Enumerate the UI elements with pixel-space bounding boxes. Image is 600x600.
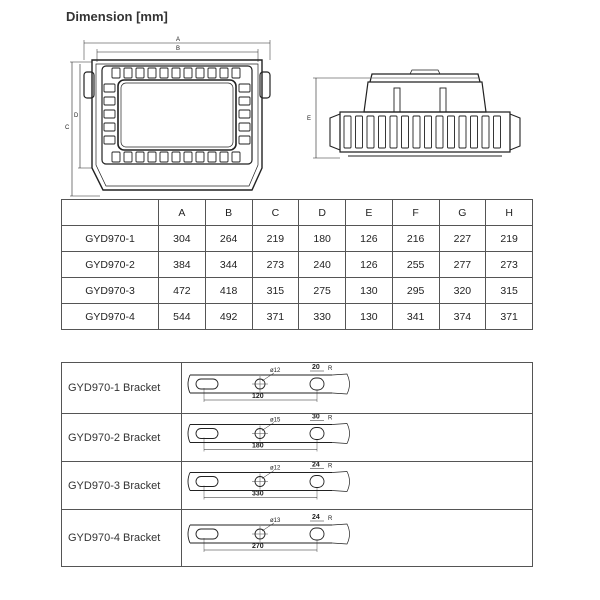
bracket-label: GYD970-3 Bracket <box>62 462 182 510</box>
label-e: E <box>307 116 312 122</box>
fin <box>112 68 120 78</box>
bracket-hole-diameter: ø13 <box>270 518 281 524</box>
page-title: Dimension [mm] <box>66 9 168 24</box>
table-row <box>62 304 533 330</box>
fin <box>239 110 250 118</box>
bracket-drawing <box>182 414 532 461</box>
slot <box>310 428 324 440</box>
fin <box>148 152 156 162</box>
header-cell <box>62 200 159 226</box>
fin <box>196 152 204 162</box>
fin <box>160 152 168 162</box>
table-cell: 240 <box>299 252 346 278</box>
table-row <box>62 226 533 252</box>
table-cell: 216 <box>392 226 439 252</box>
bracket-drawing <box>182 510 532 566</box>
slot <box>310 528 324 540</box>
table-cell: 330 <box>299 304 346 330</box>
table-cell: 255 <box>392 252 439 278</box>
bracket-drawing-cell <box>182 414 533 462</box>
bracket-drawing <box>182 363 532 413</box>
slot <box>310 476 324 488</box>
fin <box>239 97 250 105</box>
fin <box>425 116 432 148</box>
fin <box>172 68 180 78</box>
slot <box>196 477 218 487</box>
fin <box>220 152 228 162</box>
table-cell: 273 <box>252 252 299 278</box>
fin <box>379 116 386 148</box>
fin <box>196 68 204 78</box>
bracket-hole-diameter: ø12 <box>270 465 281 472</box>
table-cell: 180 <box>299 226 346 252</box>
fin <box>494 116 501 148</box>
bracket-hole-diameter: ø15 <box>270 417 281 424</box>
bracket-length: 270 <box>252 543 264 550</box>
label-a: A <box>176 37 181 43</box>
table-cell: 371 <box>252 304 299 330</box>
fin <box>413 116 420 148</box>
table-cell: 544 <box>159 304 206 330</box>
bracket-row <box>62 363 533 414</box>
technical-drawings <box>0 0 600 200</box>
table-cell: 219 <box>252 226 299 252</box>
fin <box>239 123 250 131</box>
label-b: B <box>176 46 181 52</box>
table-cell: 384 <box>159 252 206 278</box>
table-cell: 295 <box>392 278 439 304</box>
header-cell: G <box>439 200 486 226</box>
table-cell: 277 <box>439 252 486 278</box>
fin <box>124 68 132 78</box>
bracket-row <box>62 414 533 462</box>
fin <box>112 152 120 162</box>
fin <box>136 152 144 162</box>
table-cell: 275 <box>299 278 346 304</box>
bracket-drawing-cell <box>182 462 533 510</box>
fin <box>104 110 115 118</box>
model-cell: GYD970-1 <box>62 226 159 252</box>
bracket-length: 180 <box>252 442 264 450</box>
header-cell: F <box>392 200 439 226</box>
fin <box>160 68 168 78</box>
table-cell: 130 <box>346 304 393 330</box>
table-cell: 315 <box>252 278 299 304</box>
fin <box>356 116 363 148</box>
bracket-hole-diameter: ø12 <box>270 368 281 374</box>
slot <box>196 379 218 389</box>
fin <box>344 116 351 148</box>
table-cell: 371 <box>486 304 533 330</box>
table-row <box>62 252 533 278</box>
fin <box>390 116 397 148</box>
side-view-fins <box>344 116 501 148</box>
table-cell: 304 <box>159 226 206 252</box>
bracket-row <box>62 462 533 510</box>
slot <box>196 529 218 539</box>
slot <box>196 429 218 439</box>
fin <box>232 152 240 162</box>
bracket-row <box>62 510 533 567</box>
model-cell: GYD970-2 <box>62 252 159 278</box>
table-cell: 126 <box>346 226 393 252</box>
fin <box>104 84 115 92</box>
header-cell: E <box>346 200 393 226</box>
bracket-label: GYD970-4 Bracket <box>62 510 182 567</box>
bracket-slot-width: 20 <box>312 364 320 371</box>
fin <box>184 68 192 78</box>
header-cell: H <box>486 200 533 226</box>
header-cell: D <box>299 200 346 226</box>
fin <box>220 68 228 78</box>
bracket-length: 330 <box>252 490 264 498</box>
bracket-label: GYD970-2 Bracket <box>62 414 182 462</box>
header-cell: A <box>159 200 206 226</box>
bracket-slot-width: 24 <box>312 462 320 469</box>
fin <box>104 97 115 105</box>
bracket-radius: R <box>328 366 333 372</box>
fin <box>402 116 409 148</box>
bracket-drawing-cell <box>182 363 533 414</box>
table-cell: 374 <box>439 304 486 330</box>
fin <box>239 84 250 92</box>
bracket-slot-width: 24 <box>312 514 320 521</box>
fin <box>482 116 489 148</box>
fin <box>208 68 216 78</box>
table-cell: 126 <box>346 252 393 278</box>
fin <box>448 116 455 148</box>
fin <box>184 152 192 162</box>
fin <box>104 123 115 131</box>
table-cell: 472 <box>159 278 206 304</box>
fin <box>471 116 478 148</box>
bracket-drawing <box>182 462 532 509</box>
dimension-table <box>61 199 533 330</box>
fin <box>367 116 374 148</box>
table-cell: 418 <box>205 278 252 304</box>
front-view-fins <box>104 68 250 162</box>
fin <box>208 152 216 162</box>
bracket-table <box>61 362 533 567</box>
model-cell: GYD970-3 <box>62 278 159 304</box>
table-cell: 227 <box>439 226 486 252</box>
table-cell: 264 <box>205 226 252 252</box>
header-cell: C <box>252 200 299 226</box>
table-cell: 341 <box>392 304 439 330</box>
header-cell: B <box>205 200 252 226</box>
label-c: C <box>65 125 70 131</box>
bracket-length: 120 <box>252 393 264 400</box>
model-cell: GYD970-4 <box>62 304 159 330</box>
table-row <box>62 278 533 304</box>
bracket-radius: R <box>328 463 333 470</box>
bracket-radius: R <box>328 415 333 422</box>
fin <box>436 116 443 148</box>
bracket-drawing-cell <box>182 510 533 567</box>
table-cell: 320 <box>439 278 486 304</box>
fin <box>148 68 156 78</box>
fin <box>459 116 466 148</box>
fin <box>239 136 250 144</box>
label-d: D <box>74 113 79 119</box>
table-cell: 492 <box>205 304 252 330</box>
fin <box>172 152 180 162</box>
bracket-radius: R <box>328 516 333 522</box>
table-header-row <box>62 200 533 226</box>
fin <box>232 68 240 78</box>
table-cell: 273 <box>486 252 533 278</box>
fin <box>124 152 132 162</box>
bracket-slot-width: 30 <box>312 414 320 421</box>
fin <box>136 68 144 78</box>
table-cell: 130 <box>346 278 393 304</box>
table-cell: 315 <box>486 278 533 304</box>
bracket-label: GYD970-1 Bracket <box>62 363 182 414</box>
table-cell: 344 <box>205 252 252 278</box>
slot <box>310 378 324 390</box>
table-cell: 219 <box>486 226 533 252</box>
fin <box>104 136 115 144</box>
